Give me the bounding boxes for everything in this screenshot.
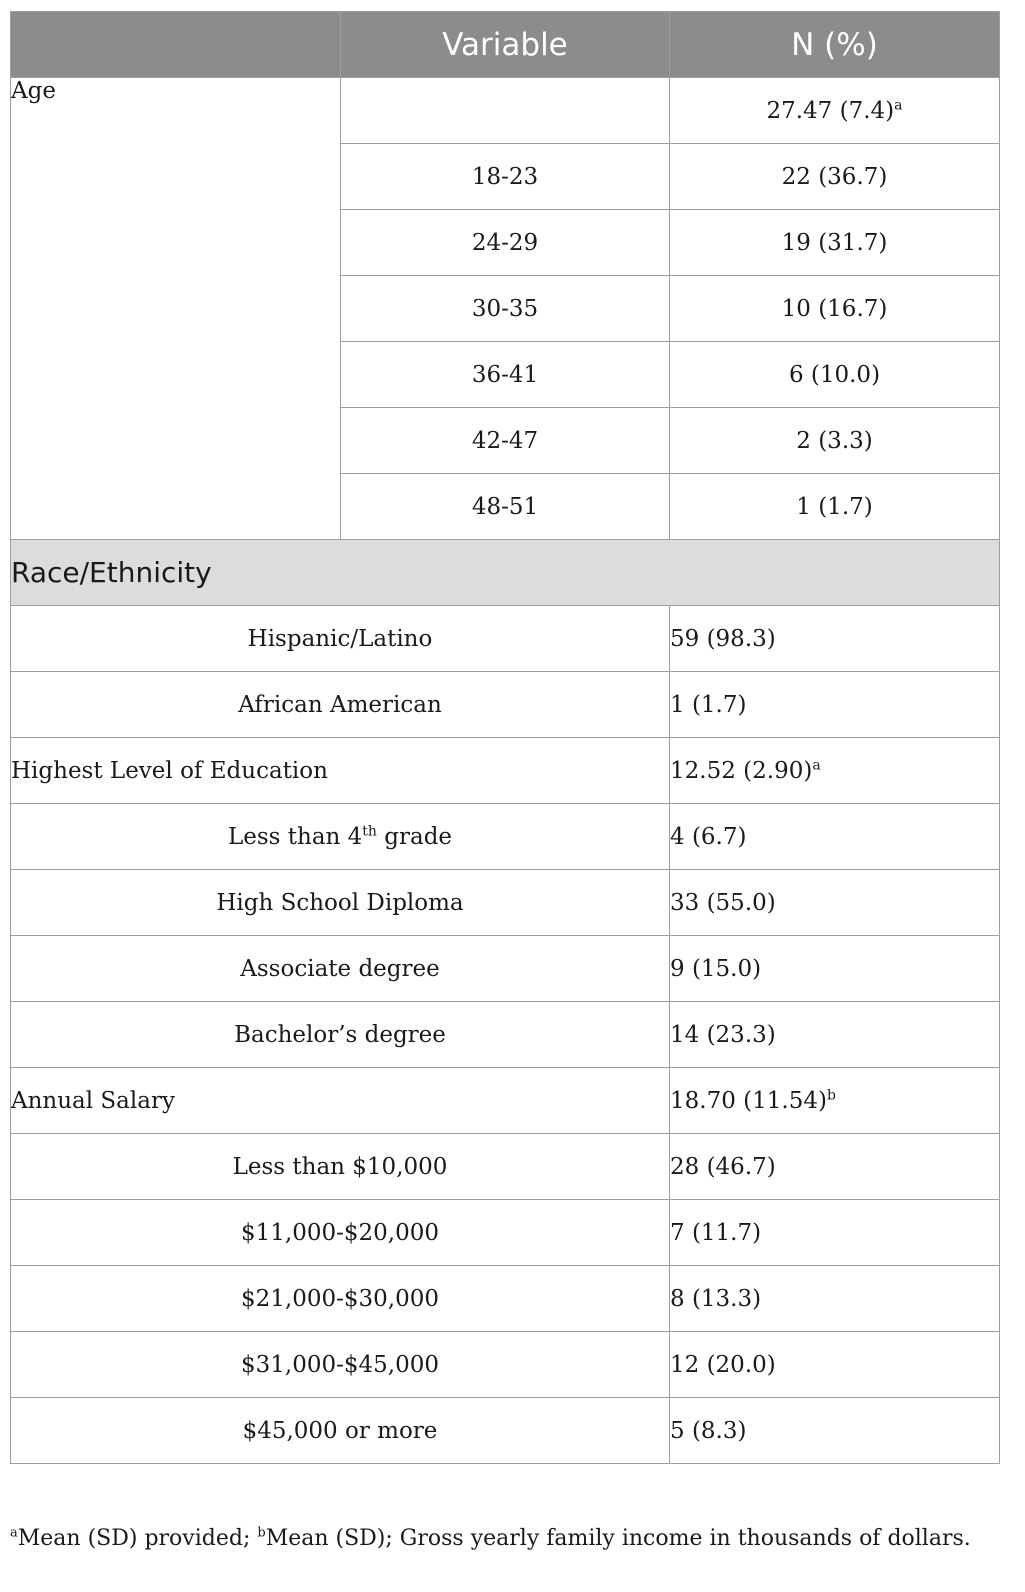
table-row (11, 1266, 1000, 1332)
age-value: 10 (16.7) (670, 276, 1000, 342)
salary-range: $45,000 or more (11, 1398, 670, 1464)
race-label: Hispanic/Latino (11, 606, 670, 672)
table-row (11, 870, 1000, 936)
age-range: 30-35 (341, 276, 670, 342)
age-mean-value: 27.47 $(7.4)^a$ (670, 78, 1000, 144)
header-n-percent: N (%) (670, 12, 1000, 78)
education-label-less-than-4th: Less than 4th grade (11, 804, 670, 870)
salary-range: Less than $10,000 (11, 1134, 670, 1200)
education-mean-value: 12.52 $(2.90)^a$ (670, 738, 1000, 804)
age-label: Age (11, 78, 341, 540)
salary-label: Annual Salary (11, 1068, 670, 1134)
salary-value: 12 (20.0) (670, 1332, 1000, 1398)
table-row (11, 1068, 1000, 1134)
salary-range: $21,000-$30,000 (11, 1266, 670, 1332)
age-value: 1 (1.7) (670, 474, 1000, 540)
header-variable: Variable (341, 12, 670, 78)
age-value: 2 (3.3) (670, 408, 1000, 474)
age-mean-empty-cell (341, 78, 670, 144)
age-range: 42-47 (341, 408, 670, 474)
education-value: 33 (55.0) (670, 870, 1000, 936)
table-header-row (11, 12, 1000, 78)
header-empty-cell (11, 12, 341, 78)
age-value: 19 (31.7) (670, 210, 1000, 276)
section-row-race (11, 540, 1000, 606)
education-level: High School Diploma (11, 870, 670, 936)
age-range: 36-41 (341, 342, 670, 408)
table-row (11, 936, 1000, 1002)
age-range: 24-29 (341, 210, 670, 276)
table-row (11, 1398, 1000, 1464)
table-row (11, 606, 1000, 672)
section-label-race: Race/Ethnicity (11, 540, 1000, 606)
table-row (11, 672, 1000, 738)
education-value: 9 (15.0) (670, 936, 1000, 1002)
race-label: African American (11, 672, 670, 738)
salary-mean-value: 18.70 $(11.54)^b$ (670, 1068, 1000, 1134)
age-range: 48-51 (341, 474, 670, 540)
education-level: Bachelor’s degree (11, 1002, 670, 1068)
salary-value: 28 (46.7) (670, 1134, 1000, 1200)
table-row (11, 1134, 1000, 1200)
age-range: 18-23 (341, 144, 670, 210)
salary-range: $31,000-$45,000 (11, 1332, 670, 1398)
table-row (11, 1332, 1000, 1398)
education-value: 14 (23.3) (670, 1002, 1000, 1068)
salary-value: 8 (13.3) (670, 1266, 1000, 1332)
table-row (11, 1200, 1000, 1266)
education-level: Associate degree (11, 936, 670, 1002)
race-value: 59 (98.3) (670, 606, 1000, 672)
table-row (11, 738, 1000, 804)
table-footnote: $^a$Mean (SD) provided; $^b$Mean (SD); Gross yearly family income in thousands of dollars. (10, 1525, 971, 1551)
salary-value: 5 (8.3) (670, 1398, 1000, 1464)
table-row (11, 1002, 1000, 1068)
table-row (11, 804, 1000, 870)
demographics-table (10, 11, 1000, 1464)
education-value: 4 (6.7) (670, 804, 1000, 870)
salary-range: $11,000-$20,000 (11, 1200, 670, 1266)
race-value: 1 (1.7) (670, 672, 1000, 738)
age-value: 6 (10.0) (670, 342, 1000, 408)
age-value: 22 (36.7) (670, 144, 1000, 210)
salary-value: 7 (11.7) (670, 1200, 1000, 1266)
table-row (11, 78, 1000, 144)
education-label: Highest Level of Education (11, 738, 670, 804)
